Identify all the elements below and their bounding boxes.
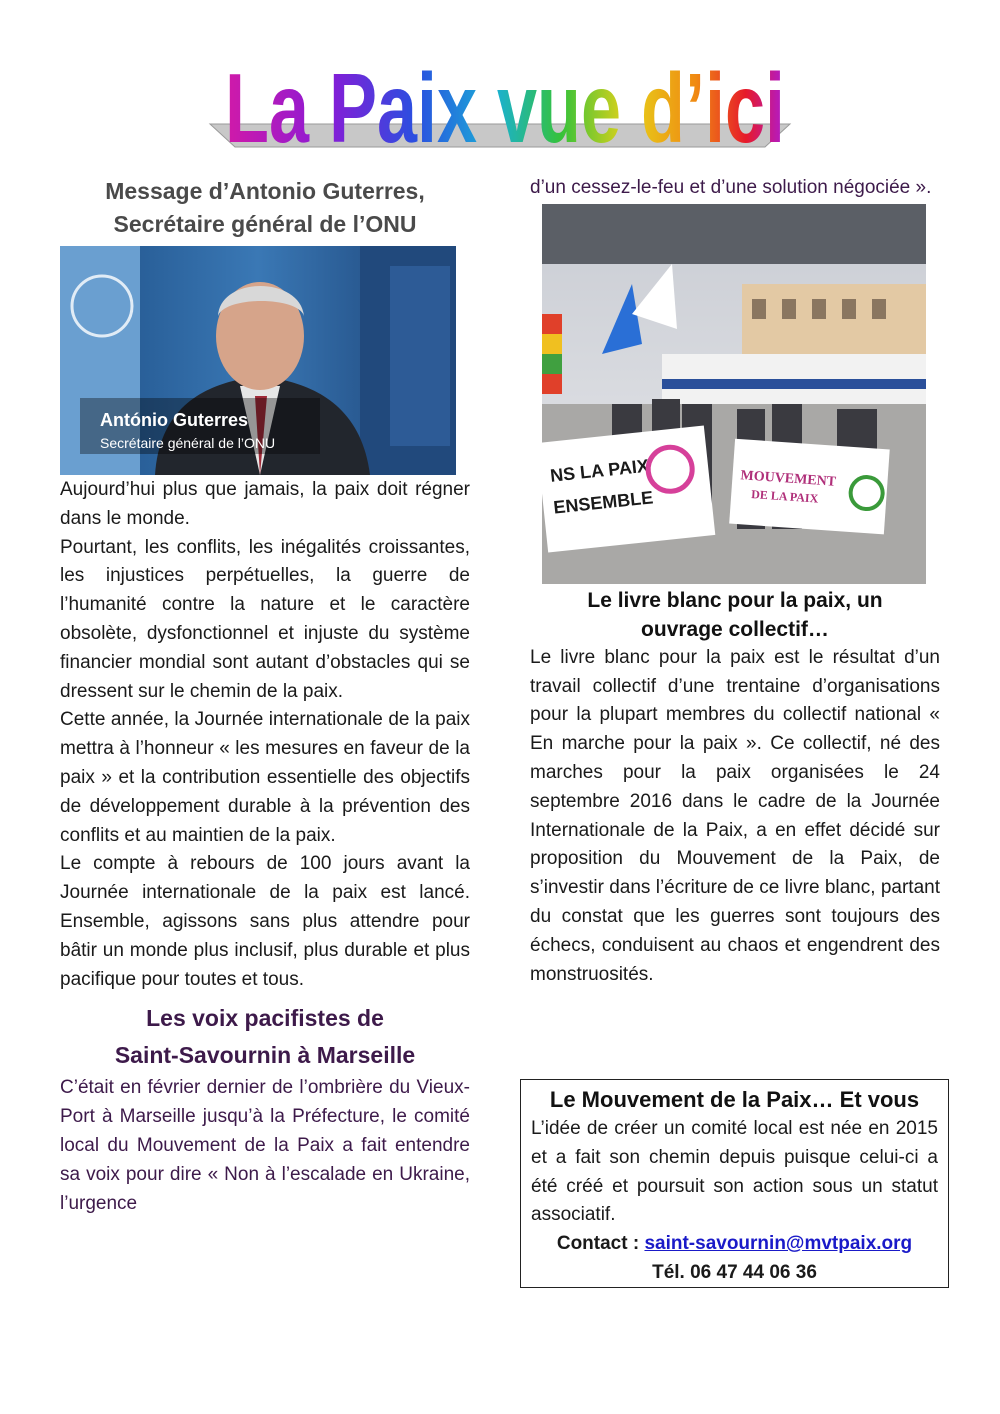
masthead <box>205 52 805 162</box>
masthead-title: La Paix vue d’ici <box>225 53 785 163</box>
right-column <box>530 175 940 989</box>
contact-label: Contact : <box>556 1233 645 1255</box>
box-text: L’idée de créer un comité local est née en 2015 et a fait son chemin depuis puisque celui-ci a été créé et poursuit son action sous un statut associatif. <box>531 1118 938 1226</box>
guterres-message-body <box>60 476 470 994</box>
mouvement-info-box <box>520 1079 949 1288</box>
paragraph: Pourtant, les conflits, les inégalités croissantes, les injustices perpétuelles, la guerre de l’humanité contre la nature et le caractère obsolète, dysfonctionnel et injuste du système financier mondial sont autant d’obstacles qui se dressent sur le chemin de la paix. <box>60 536 470 702</box>
banner-left-line1: NS LA PAIX <box>549 455 650 486</box>
guterres-photo <box>60 246 456 475</box>
left-column <box>60 175 470 1218</box>
march-photo <box>542 204 926 584</box>
heading-guterres-message: Message d’Antonio Guterres, Secrétaire général de l’ONU <box>105 178 425 237</box>
paragraph-saint-savournin: C’était en février dernier de l’ombrière du Vieux-Port à Marseille jusqu’à la Préfecture, le comité local du Mouvement de la Paix a fait entendre sa voix pour dire « Non à l’escalade en Ukraine, l’urgence <box>60 1077 470 1214</box>
heading-saint-savournin: Les voix pacifistes de Saint-Savournin à Marseille <box>114 1005 416 1069</box>
contact-email-link[interactable]: saint-savournin@mvtpaix.org <box>644 1233 913 1255</box>
box-contact <box>531 1230 938 1259</box>
paragraph-livre-blanc: Le livre blanc pour la paix est le résultat d’un travail collectif d’une trentaine d’organisations pour la plupart membres du collectif national « En marche pour la paix ». Ce collectif, né des marches pour la paix organisées le 24 septembre 2016 dans le cadre de la Journée Internationale de la Paix, a en effet décidé sur proposition du Mouvement de la Paix, de s’investir dans l’écriture de ce livre blanc, partant du constat que les guerres sont toujours des échecs, conduisent au chaos et engendrent des monstruosités. <box>530 646 940 985</box>
banner-right-line2: DE LA PAIX <box>750 486 819 506</box>
heading-livre-blanc: Le livre blanc pour la paix, un ouvrage collectif… <box>587 588 883 641</box>
photo-caption-role: Secrétaire général de l’ONU <box>100 435 276 451</box>
banner-right-line1: MOUVEMENT <box>740 468 837 490</box>
masthead-wordart <box>205 52 805 162</box>
banner-left-line2: ENSEMBLE <box>552 487 655 518</box>
box-title: Le Mouvement de la Paix… Et vous <box>549 1087 920 1112</box>
paragraph: Cette année, la Journée internationale de la paix mettra à l’honneur « les mesures en faveur de la paix » et la contribution essentielle des objectifs de développement durable à la prévention des conflits et au maintien de la paix. <box>60 709 470 846</box>
paragraph: Le compte à rebours de 100 jours avant la Journée internationale de la paix est lancé. Ensemble, agissons sans plus attendre pour bâtir un monde plus inclusif, plus durable et plus pacifique pour toutes et tous. <box>60 853 470 990</box>
paragraph-continuation: d’un cessez-le-feu et d’une solution négociée ». <box>530 177 932 198</box>
paragraph: Aujourd’hui plus que jamais, la paix doit régner dans le monde. <box>60 479 470 529</box>
photo-caption-name: António Guterres <box>100 410 249 430</box>
box-phone: Tél. 06 47 44 06 36 <box>652 1261 817 1283</box>
